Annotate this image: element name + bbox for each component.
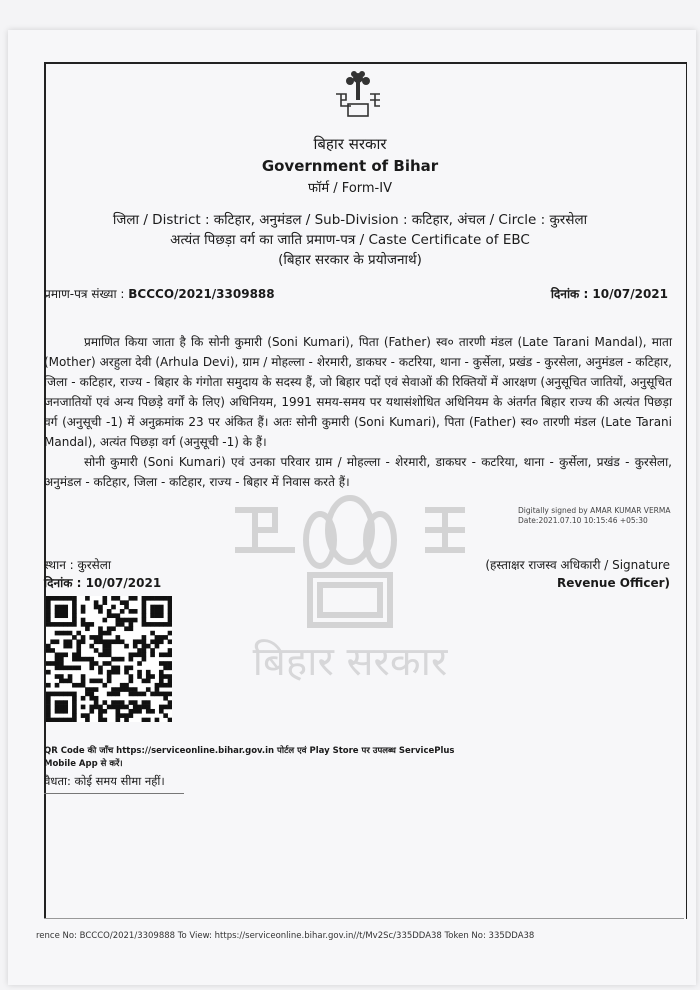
signature-block [485,556,670,592]
certificate-title: अत्यंत पिछड़ा वर्ग का जाति प्रमाण-पत्र / Caste Certificate of EBC [170,232,530,248]
watermark-emblem-icon [225,490,475,690]
qr-verification-note: QR Code की जाँच https://serviceonline.bihar.gov.in पोर्टल एवं Play Store पर उपलब्ध ServicePlus Mobile App से करें। [44,746,455,769]
certificate-number-value: BCCCO/2021/3309888 [128,287,275,301]
district-line: जिला / District : कटिहार, अनुमंडल / Sub-Division : कटिहार, अंचल / Circle : कुरसेला [112,212,588,228]
qr-code-icon[interactable] [46,596,172,722]
govt-title-english: Government of Bihar [261,157,439,175]
validity-note: वैधता: कोई समय सीमा नहीं। [44,774,165,788]
place: स्थान : कुरसेला [44,558,112,572]
digital-signature [518,506,671,526]
bihar-emblem-icon [330,66,386,122]
certificate-number-label: प्रमाण-पत्र संख्या : [44,287,129,301]
footer-divider [44,918,684,919]
certificate-purpose: (बिहार सरकार के प्रयोजनार्थ) [278,252,422,268]
certificate-number [44,285,275,302]
govt-title-hindi: बिहार सरकार [313,135,387,153]
certificate-body-paragraph-2: सोनी कुमारी (Soni Kumari) एवं उनका परिवार ग्राम / मोहल्ला - शेरमारी, डाकघर - कटरिया, थाना - कुर्सेला, प्रखंड - कुरसेला, अनुमंडल - कटिहार, जिला - कटिहार, राज्य - बिहार में निवास करते हैं। [44,455,672,489]
watermark-text: बिहार सरकार [252,639,448,685]
issue-date: दिनांक : 10/07/2021 [44,576,162,590]
form-number: फॉर्म / Form-IV [308,181,392,196]
validity-divider [44,793,184,794]
certificate-body-paragraph-1: प्रमाणित किया जाता है कि सोनी कुमारी (Soni Kumari), पिता (Father) स्व० तारणी मंडल (Late Tarani Mandal), माता (Mother) अरहुला देवी (Arhula Devi), ग्राम / मोहल्ला - शेरमारी, डाकघर - कटरिया, थाना - कुर्सेला, प्रखंड - कुरसेला, अनुमंडल - कटिहार, जिला - कटिहार, राज्य - बिहार के गंगोता समुदाय के सदस्य हैं, जो बिहार पदों एवं सेवाओं की रिक्तियों में आरक्षण (अनुसूचित जातियों, अनुसूचित जनजातियों एवं अन्य पिछड़े वर्गों के लिए) अधिनियम, 1991 समय-समय पर यथासंशोधित अधिनियम के अंतर्गत बिहार राज्य की अत्यंत पिछड़ा वर्ग (अनुसूची -1) में अनुक्रमांक 23 पर अंकित हैं। अतः सोनी कुमारी (Soni Kumari), पिता (Father) स्व० तारणी मंडल (Late Tarani Mandal), अत्यंत पिछड़ा वर्ग (अनुसूची -1) के हैं। [44,335,672,449]
place-date-block [44,556,161,592]
digital-signature-date: Date:2021.07.10 10:15:46 +05:30 [518,516,648,525]
signature-line-2: Revenue Officer) [557,576,670,590]
certificate-date: दिनांक : 10/07/2021 [550,287,668,301]
footer-reference: rence No: BCCCO/2021/3309888 To View: https://serviceonline.bihar.gov.in//t/Mv2Sc/335DDA38 Token No: 335DDA38 [36,931,535,941]
signature-line-1: (हस्ताक्षर राजस्व अधिकारी / Signature [485,558,670,572]
digital-signature-signer: Digitally signed by AMAR KUMAR VERMA [518,506,671,515]
